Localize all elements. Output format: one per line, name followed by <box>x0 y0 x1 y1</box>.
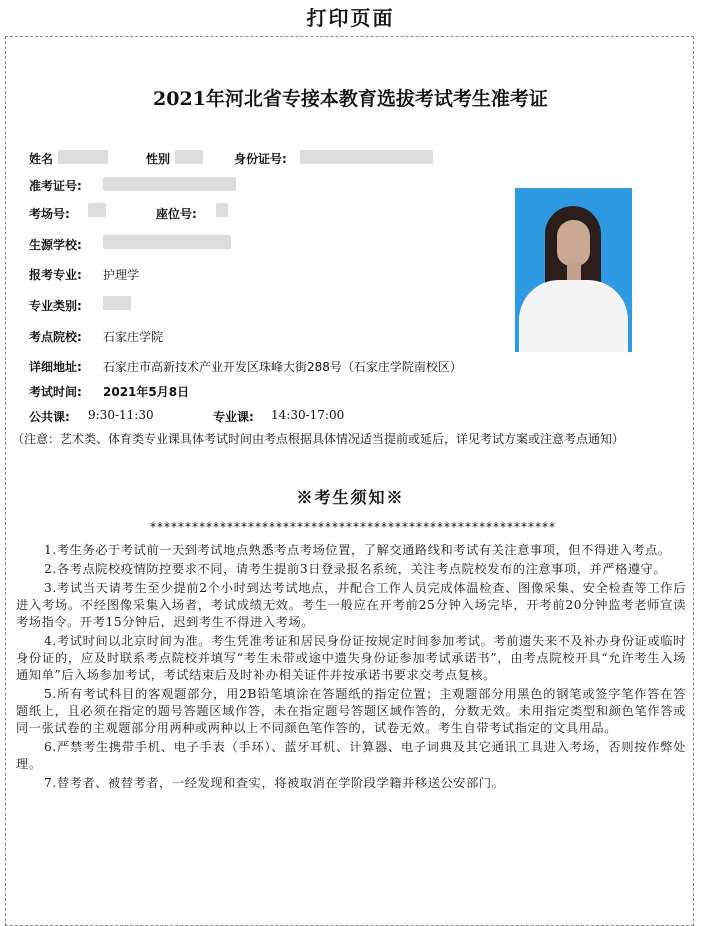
rule-item: 7.替考者、被替考者，一经发现和查实，将被取消在学阶段学籍并移送公安部门。 <box>44 776 505 790</box>
public-course-time: 9:30-11:30 <box>88 408 154 422</box>
source-school-label: 生源学校: <box>29 238 82 252</box>
exam-site-value: 石家庄学院 <box>103 330 164 344</box>
major-course-time: 14:30-17:00 <box>271 408 345 422</box>
ticket-number-value-redacted <box>103 177 236 191</box>
gender-value-redacted <box>175 150 203 164</box>
major-category-value-redacted <box>103 296 131 310</box>
rule-item: 4.考试时间以北京时间为准。考生凭准考证和居民身份证按规定时间参加考试。考前遗失来不及补办身份证或临时身份证的，应及时联系考点院校并填写“考生未带或途中遗失身份证参加考试承诺书”，由考点院校开具“允许考生入场通知单”后入场参加考试，考试结束后及时补办相关证件并按承诺书要求交考点复核。 <box>16 634 686 682</box>
admission-card-title: 2021年河北省专接本教育选拔考试考生准考证 <box>153 88 548 110</box>
notice-title: ※考生须知※ <box>296 488 405 507</box>
exam-room-value-redacted <box>88 203 106 217</box>
id-number-label: 身份证号: <box>234 152 287 166</box>
major-label: 报考专业: <box>29 268 82 282</box>
name-value-redacted <box>58 150 108 164</box>
source-school-value-redacted <box>103 235 231 249</box>
major-course-label: 专业课: <box>213 410 254 424</box>
page-title: 打印页面 <box>306 6 395 30</box>
rule-item: 1.考生务必于考试前一天到考试地点熟悉考点考场位置，了解交通路线和考试有关注意事项，但不得进入考点。 <box>44 543 671 557</box>
seat-value-redacted <box>216 203 228 217</box>
exam-site-label: 考点院校: <box>29 330 82 344</box>
major-value: 护理学 <box>103 268 140 282</box>
address-label: 详细地址: <box>29 360 82 374</box>
star-divider: ********************************************************** <box>150 520 556 534</box>
name-label: 姓名 <box>29 152 54 166</box>
candidate-photo <box>515 188 632 352</box>
exam-date-value: 2021年5月8日 <box>103 385 190 399</box>
gender-label: 性别 <box>146 152 171 166</box>
exam-room-label: 考场号: <box>29 207 70 221</box>
ticket-number-label: 准考证号: <box>29 179 82 193</box>
major-category-label: 专业类别: <box>29 299 82 313</box>
rule-item: 5.所有考试科目的客观题部分，用2B铅笔填涂在答题纸的指定位置；主观题部分用黑色的钢笔或签字笔作答在答题纸上，且必须在指定的题号答题区域作答，未在指定题号答题区域作答的，分数无效。未用指定类型和颜色笔作答或同一张试卷的主观题部分用两种或两种以上不同颜色笔作答的，试卷无效。考生自带考试指定的文具用品。 <box>16 687 686 735</box>
rule-item: 3.考试当天请考生至少提前2个小时到达考试地点，并配合工作人员完成体温检查、图像采集、安全检查等工作后进入考场。不经图像采集入场者，考试成绩无效。考生一般应在开考前25分钟入场完毕，开考前20分钟监考老师宣读考场指令。开考15分钟后，迟到考生不得进入考场。 <box>16 581 686 629</box>
rule-item: 6.严禁考生携带手机、电子手表（手环）、蓝牙耳机、计算器、电子词典及其它通讯工具进入考场，否则按作弊处理。 <box>16 740 686 771</box>
seat-label: 座位号: <box>156 207 197 221</box>
rule-item: 2.各考点院校疫情防控要求不同，请考生提前3日登录报名系统，关注考点院校发布的注意事项，并严格遵守。 <box>44 562 667 576</box>
exam-date-label: 考试时间: <box>29 385 82 399</box>
id-number-value-redacted <box>300 150 433 164</box>
exam-time-note: （注意：艺术类、体育类专业课具体考试时间由考点根据具体情况适当提前或延后，详见考试方案或注意考点通知） <box>12 432 625 446</box>
public-course-label: 公共课: <box>29 410 70 424</box>
address-value: 石家庄市高新技术产业开发区珠峰大街288号（石家庄学院南校区） <box>103 360 462 374</box>
notice-rules <box>16 542 686 794</box>
